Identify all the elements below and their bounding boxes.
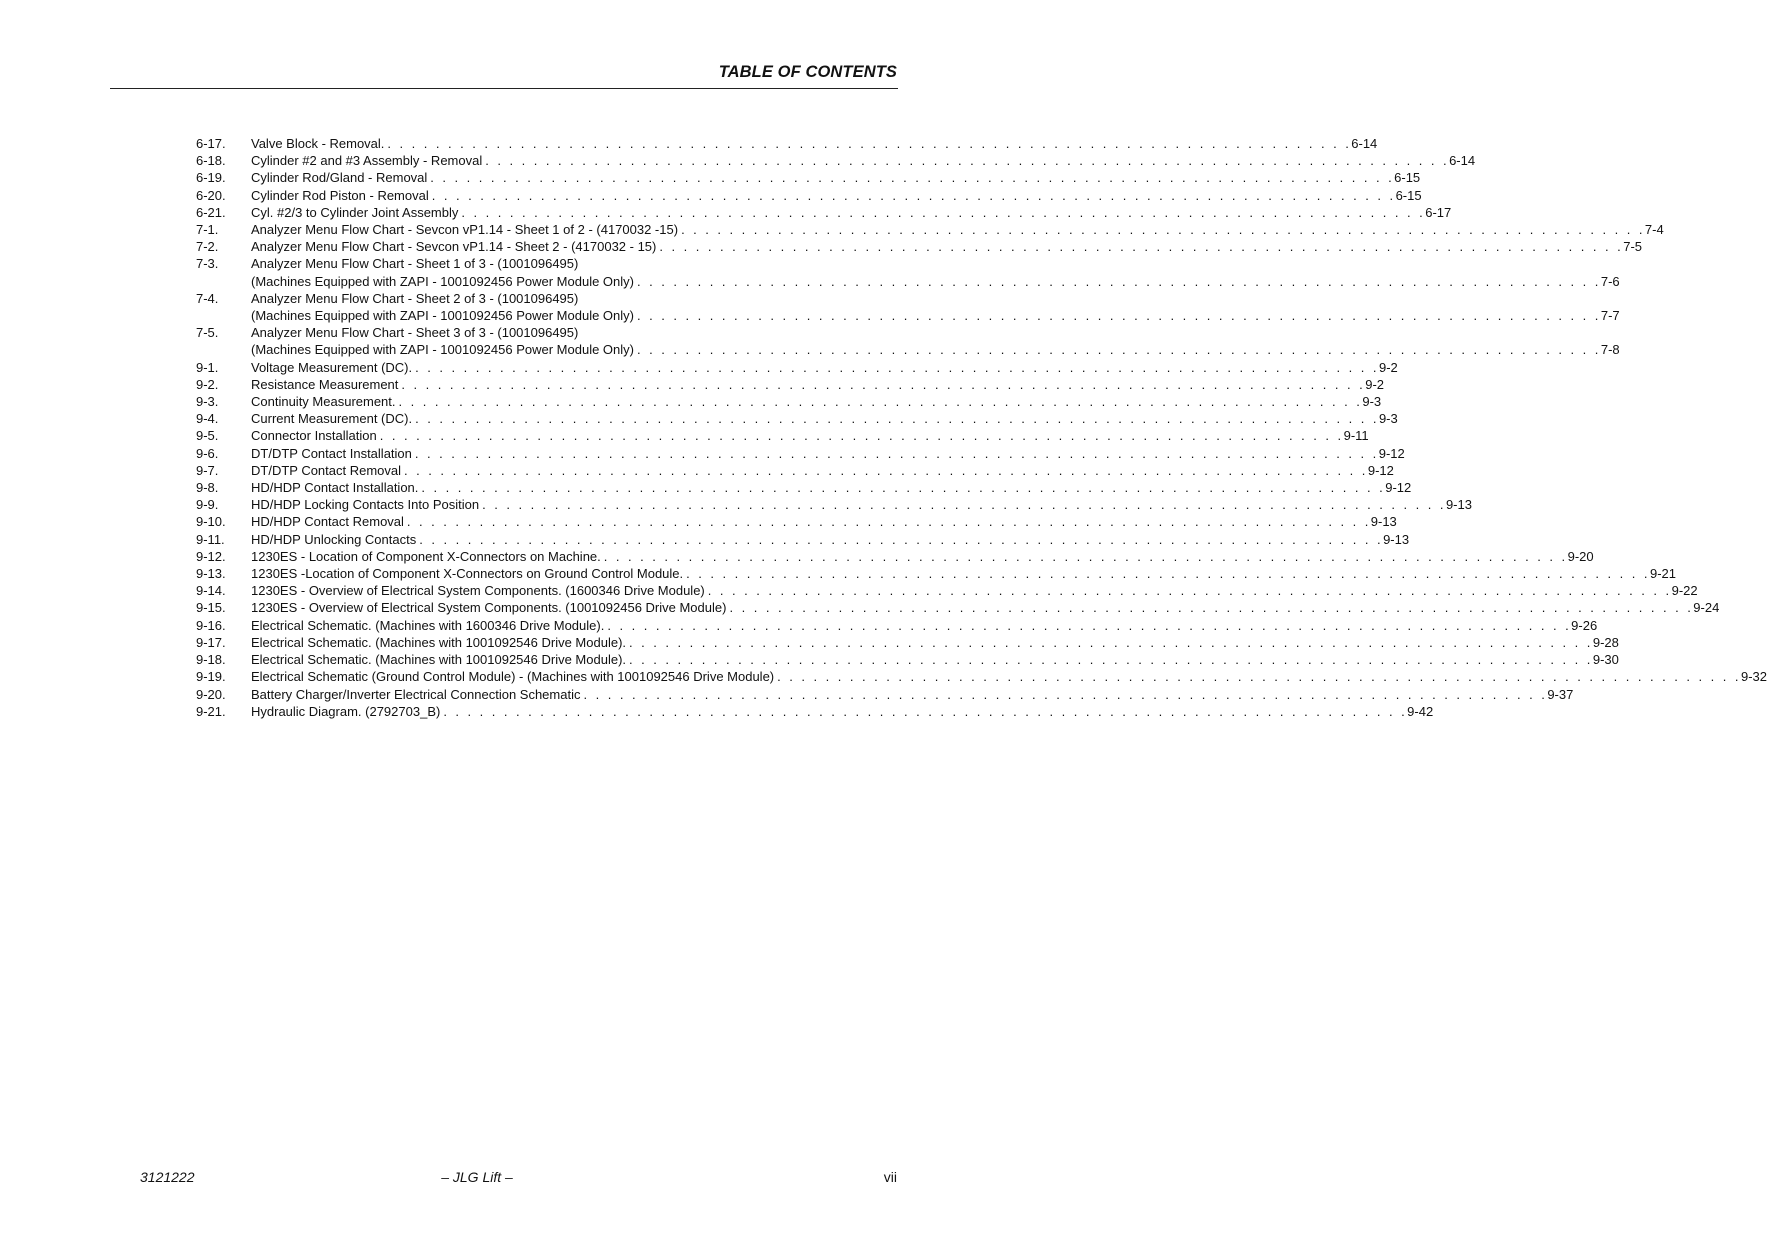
toc-entry[interactable] (196, 152, 1476, 169)
toc-entry-title: Valve Block - Removal. (251, 136, 385, 151)
toc-entry[interactable] (196, 479, 1412, 496)
toc-entry[interactable] (196, 187, 1422, 204)
toc-entry[interactable] (196, 634, 1619, 651)
toc-entry-number: 9-12. (196, 548, 226, 564)
toc-entry-line (251, 307, 1620, 324)
toc-entry-number: 9-11. (196, 531, 225, 547)
toc-dot-leader: . . . . . . . . . . . . . . . . . . . . . . . . . . . . . . . . . . . . . . . . . . . . . . . . . . . . . . . . . . . . . . . . . . . . . . . . . . . . . . . . (629, 634, 1593, 650)
toc-entry-title: DT/DTP Contact Removal (251, 462, 402, 478)
toc-entry-title: Electrical Schematic. (Machines with 1001092546 Drive Module). (251, 652, 627, 668)
toc-entry-title: Analyzer Menu Flow Chart - Sheet 1 of 3 - (1001096495) (251, 256, 579, 272)
toc-entry-number: 6-20. (196, 187, 226, 203)
toc-entry-page[interactable]: 9-3 (1362, 394, 1382, 410)
toc-entry-line (251, 273, 1620, 290)
toc-entry-page[interactable]: 9-12 (1378, 445, 1405, 461)
toc-entry-line (251, 634, 1619, 651)
toc-entry-number: 7-2. (196, 239, 219, 255)
toc-entry-page[interactable]: 9-20 (1567, 548, 1594, 564)
toc-dot-leader: . . . . . . . . . . . . . . . . . . . . . . . . . . . . . . . . . . . . . . . . . . . . . . . . . . . . . . . . . . . . . . . . . . . . . . . . . . . . . . . . (401, 376, 1366, 392)
toc-dot-leader: . . . . . . . . . . . . . . . . . . . . . . . . . . . . . . . . . . . . . . . . . . . . . . . . . . . . . . . . . . . . . . . . . . . . . . . . . . . . . . . . (686, 566, 1650, 582)
toc-dot-leader: . . . . . . . . . . . . . . . . . . . . . . . . . . . . . . . . . . . . . . . . . . . . . . . . . . . . . . . . . . . . . . . . . . . . . . . . . . . . . . . . (414, 445, 1379, 461)
toc-dot-leader: . . . . . . . . . . . . . . . . . . . . . . . . . . . . . . . . . . . . . . . . . . . . . . . . . . . . . . . . . . . . . . . . . . . . . . . . . . . . . . . . (415, 359, 1379, 375)
toc-entry-number: 6-19. (196, 170, 226, 186)
toc-entry-number: 7-5. (196, 325, 219, 341)
toc-entry-title: (Machines Equipped with ZAPI - 1001092456 Power Module Only) (251, 273, 634, 289)
toc-entry-title: 1230ES -Location of Component X-Connectors on Ground Control Module. (251, 566, 684, 582)
toc-entry-line (251, 479, 1412, 496)
toc-entry-page[interactable]: 9-2 (1365, 376, 1385, 392)
toc-entry-page[interactable]: 9-11 (1343, 428, 1369, 444)
toc-entry[interactable] (196, 376, 1385, 393)
toc-dot-leader: . . . . . . . . . . . . . . . . . . . . . . . . . . . . . . . . . . . . . . . . . . . . . . . . . . . . . . . . . . . . . . . . . . . . . . . . . . . . . . . . (404, 462, 1368, 478)
toc-dot-leader: . . . . . . . . . . . . . . . . . . . . . . . . . . . . . . . . . . . . . . . . . . . . . . . . . . . . . . . . . . . . . . . . . . . . . . . . . . . . . . . . (729, 600, 1694, 616)
toc-entry[interactable] (196, 204, 1452, 221)
footer-publisher: – JLG Lift – (441, 1169, 513, 1185)
toc-entry-number: 6-21. (196, 204, 226, 220)
toc-dot-leader: . . . . . . . . . . . . . . . . . . . . . . . . . . . . . . . . . . . . . . . . . . . . . . . . . . . . . . . . . . . . . . . . . . . . . . . . . . . . . . . . (637, 308, 1601, 324)
toc-entry-page[interactable]: 9-32 (1740, 669, 1767, 685)
toc-entry[interactable] (196, 582, 1698, 599)
footer-document-number: 3121222 (140, 1169, 195, 1185)
toc-entry-page[interactable]: 6-15 (1394, 170, 1421, 186)
toc-entry-number: 9-5. (196, 428, 219, 444)
toc-entry-number: 7-3. (196, 256, 219, 272)
toc-entry-page[interactable]: 7-7 (1600, 308, 1620, 324)
toc-entry-page[interactable]: 7-8 (1600, 342, 1620, 358)
toc-dot-leader: . . . . . . . . . . . . . . . . . . . . . . . . . . . . . . . . . . . . . . . . . . . . . . . . . . . . . . . . . . . . . . . . . . . . . . . . . . . . . . . . (379, 428, 1344, 444)
toc-entry-title: HD/HDP Locking Contacts Into Position (251, 497, 480, 513)
toc-entry[interactable] (196, 324, 1620, 358)
toc-dot-leader: . . . . . . . . . . . . . . . . . . . . . . . . . . . . . . . . . . . . . . . . . . . . . . . . . . . . . . . . . . . . . . . . . . . . . . . . . . . . . . . . (583, 686, 1548, 702)
toc-dot-leader: . . . . . . . . . . . . . . . . . . . . . . . . . . . . . . . . . . . . . . . . . . . . . . . . . . . . . . . . . . . . . . . . . . . . . . . . . . . . . . . . (485, 153, 1450, 169)
toc-dot-leader: . . . . . . . . . . . . . . . . . . . . . . . . . . . . . . . . . . . . . . . . . . . . . . . . . . . . . . . . . . . . . . . . . . . . . . . . . . . . . . . . (681, 222, 1645, 238)
toc-entry-number: 6-17. (196, 136, 226, 151)
toc-entry-page[interactable]: 6-17 (1425, 204, 1452, 220)
toc-entry-title: 1230ES - Overview of Electrical System Components. (1001092456 Drive Module) (251, 600, 727, 616)
toc-entry-number: 9-18. (196, 652, 226, 668)
toc-entry-number: 9-1. (196, 359, 219, 375)
toc-entry-title: Electrical Schematic. (Machines with 1600346 Drive Module). (251, 617, 605, 633)
footer-page-number: vii (883, 1169, 897, 1185)
toc-dot-leader: . . . . . . . . . . . . . . . . . . . . . . . . . . . . . . . . . . . . . . . . . . . . . . . . . . . . . . . . . . . . . . . . . . . . . . . . . . . . . . . . (637, 342, 1601, 358)
toc-entry-page[interactable]: 9-42 (1407, 703, 1434, 719)
toc-entry-line (251, 582, 1698, 599)
table-of-contents-list (196, 135, 1767, 720)
toc-dot-leader: . . . . . . . . . . . . . . . . . . . . . . . . . . . . . . . . . . . . . . . . . . . . . . . . . . . . . . . . . . . . . . . . . . . . . . . . . . . . . . . . (707, 583, 1672, 599)
toc-dot-leader: . . . . . . . . . . . . . . . . . . . . . . . . . . . . . . . . . . . . . . . . . . . . . . . . . . . . . . . . . . . . . . . . . . . . . . . . . . . . . . . . (431, 187, 1396, 203)
toc-entry-line (251, 410, 1398, 427)
toc-entry-line (251, 445, 1405, 462)
toc-dot-leader: . . . . . . . . . . . . . . . . . . . . . . . . . . . . . . . . . . . . . . . . . . . . . . . . . . . . . . . . . . . . . . . . . . . . . . . . . . . . . . . . (659, 239, 1624, 255)
toc-entry-line (251, 152, 1476, 169)
toc-entry-page[interactable]: 9-12 (1385, 480, 1412, 496)
toc-entry-title: Cylinder #2 and #3 Assembly - Removal (251, 153, 483, 169)
toc-entry[interactable] (196, 548, 1594, 565)
toc-entry-number: 9-6. (196, 445, 219, 461)
toc-dot-leader: . . . . . . . . . . . . . . . . . . . . . . . . . . . . . . . . . . . . . . . . . . . . . . . . . . . . . . . . . . . . . . . . . . . . . . . . . . . . . . . . (421, 480, 1386, 496)
toc-entry-page[interactable]: 9-24 (1693, 600, 1720, 616)
toc-entry[interactable] (196, 359, 1398, 376)
toc-entry[interactable] (196, 496, 1472, 513)
toc-entry-title: HD/HDP Contact Installation. (251, 480, 419, 496)
toc-entry-title: Cyl. #2/3 to Cylinder Joint Assembly (251, 204, 459, 220)
toc-entry-line (251, 651, 1619, 668)
toc-entry[interactable] (196, 703, 1434, 720)
toc-entry-title: HD/HDP Unlocking Contacts (251, 531, 417, 547)
toc-entry-number: 9-21. (196, 703, 226, 719)
toc-dot-leader: . . . . . . . . . . . . . . . . . . . . . . . . . . . . . . . . . . . . . . . . . . . . . . . . . . . . . . . . . . . . . . . . . . . . . . . . . . . . . . . . (430, 170, 1395, 186)
toc-entry-line (251, 204, 1452, 221)
toc-entry-title: Analyzer Menu Flow Chart - Sevcon vP1.14 - Sheet 2 - (4170032 - 15) (251, 239, 657, 255)
toc-entry-line (251, 376, 1385, 393)
toc-dot-leader: . . . . . . . . . . . . . . . . . . . . . . . . . . . . . . . . . . . . . . . . . . . . . . . . . . . . . . . . . . . . . . . . . . . . . . . . . . . . . . . . (607, 617, 1572, 633)
toc-entry-title: Analyzer Menu Flow Chart - Sheet 3 of 3 - (1001096495) (251, 325, 579, 341)
toc-entry-number: 9-8. (196, 480, 219, 496)
toc-entry-number: 9-13. (196, 566, 226, 582)
toc-entry-page[interactable]: 9-26 (1571, 617, 1598, 633)
toc-entry-page[interactable]: 9-13 (1383, 531, 1410, 547)
toc-entry-number: 9-3. (196, 394, 219, 410)
toc-entry-title: (Machines Equipped with ZAPI - 1001092456 Power Module Only) (251, 308, 634, 324)
toc-entry-title: Cylinder Rod/Gland - Removal (251, 170, 428, 186)
toc-entry-title: HD/HDP Contact Removal (251, 514, 404, 530)
toc-entry-title: Battery Charger/Inverter Electrical Connection Schematic (251, 686, 581, 702)
toc-entry-number: 9-15. (196, 600, 226, 616)
toc-entry[interactable] (196, 531, 1410, 548)
toc-entry-title: Connector Installation (251, 428, 377, 444)
toc-entry-number: 7-4. (196, 290, 219, 306)
toc-entry-title: Voltage Measurement (DC). (251, 359, 413, 375)
toc-entry-number: 9-20. (196, 686, 226, 702)
toc-dot-leader: . . . . . . . . . . . . . . . . . . . . . . . . . . . . . . . . . . . . . . . . . . . . . . . . . . . . . . . . . . . . . . . . . . . . . . . . . . . . . . . . (777, 669, 1741, 685)
toc-entry[interactable] (196, 565, 1677, 582)
toc-entry-number: 7-1. (196, 222, 219, 238)
toc-entry-line (251, 599, 1720, 616)
toc-entry-page[interactable]: 9-13 (1445, 497, 1472, 513)
toc-entry-line (251, 187, 1422, 204)
toc-entry[interactable] (196, 445, 1405, 462)
toc-entry-number: 9-19. (196, 669, 226, 685)
toc-entry[interactable] (196, 290, 1620, 324)
page-header-title: TABLE OF CONTENTS (718, 63, 897, 81)
header-divider (110, 88, 898, 89)
toc-entry-number: 9-4. (196, 411, 219, 427)
toc-dot-leader: . . . . . . . . . . . . . . . . . . . . . . . . . . . . . . . . . . . . . . . . . . . . . . . . . . . . . . . . . . . . . . . . . . . . . . . . . . . . . . . . (482, 497, 1446, 513)
toc-entry-title: Analyzer Menu Flow Chart - Sevcon vP1.14 - Sheet 1 of 2 - (4170032 -15) (251, 222, 679, 238)
toc-dot-leader: . . . . . . . . . . . . . . . . . . . . . . . . . . . . . . . . . . . . . . . . . . . . . . . . . . . . . . . . . . . . . . . . . . . . . . . . . . . . . . . . (419, 531, 1384, 547)
toc-entry-page[interactable]: 7-6 (1600, 273, 1620, 289)
toc-dot-leader: . . . . . . . . . . . . . . . . . . . . . . . . . . . . . . . . . . . . . . . . . . . . . . . . . . . . . . . . . . . . . . . . . . . . . . . . . . . . . . . . (415, 411, 1379, 427)
toc-entry-page[interactable]: 9-21 (1650, 566, 1677, 582)
toc-entry-line (251, 513, 1397, 530)
toc-entry-page[interactable]: 6-15 (1395, 187, 1422, 203)
toc-entry-page[interactable]: 7-4 (1644, 222, 1664, 238)
toc-entry-page[interactable]: 9-22 (1671, 583, 1698, 599)
toc-entry-line (251, 221, 1664, 238)
toc-entry[interactable] (196, 135, 1378, 152)
toc-entry[interactable] (196, 427, 1369, 444)
toc-entry-page[interactable]: 9-30 (1592, 652, 1619, 668)
toc-entry[interactable] (196, 668, 1767, 685)
toc-entry-title: Cylinder Rod Piston - Removal (251, 187, 429, 203)
toc-entry-line (251, 617, 1598, 634)
toc-entry-number: 9-7. (196, 462, 219, 478)
toc-entry[interactable] (196, 599, 1720, 616)
toc-entry[interactable] (196, 169, 1421, 186)
toc-entry-line (251, 427, 1369, 444)
toc-entry-line (251, 462, 1394, 479)
toc-entry[interactable] (196, 238, 1643, 255)
toc-entry-line (251, 531, 1410, 548)
toc-dot-leader: . . . . . . . . . . . . . . . . . . . . . . . . . . . . . . . . . . . . . . . . . . . . . . . . . . . . . . . . . . . . . . . . . . . . . . . . . . . . . . . . (443, 703, 1408, 719)
toc-entry-number: 9-14. (196, 583, 226, 599)
toc-dot-leader: . . . . . . . . . . . . . . . . . . . . . . . . . . . . . . . . . . . . . . . . . . . . . . . . . . . . . . . . . . . . . . . . . . . . . . . . . . . . . . . . (406, 514, 1371, 530)
toc-entry-line (251, 359, 1398, 376)
toc-entry[interactable] (196, 221, 1664, 238)
toc-entry-title: Current Measurement (DC). (251, 411, 413, 427)
toc-entry-title: DT/DTP Contact Installation (251, 445, 412, 461)
toc-entry-number: 9-2. (196, 376, 219, 392)
toc-dot-leader: . . . . . . . . . . . . . . . . . . . . . . . . . . . . . . . . . . . . . . . . . . . . . . . . . . . . . . . . . . . . . . . . . . . . . . . . . . . . . . . . (637, 273, 1601, 289)
toc-entry[interactable] (196, 393, 1382, 410)
toc-entry-line (251, 703, 1434, 720)
toc-dot-leader: . . . . . . . . . . . . . . . . . . . . . . . . . . . . . . . . . . . . . . . . . . . . . . . . . . . . . . . . . . . . . . . . . . . . . . . . . . . . . . . . (461, 204, 1426, 220)
toc-entry-line (251, 255, 870, 272)
toc-entry[interactable] (196, 651, 1619, 668)
toc-entry[interactable] (196, 462, 1394, 479)
toc-entry-title: Resistance Measurement (251, 376, 399, 392)
toc-entry-number: 9-17. (196, 634, 226, 650)
toc-entry-line (251, 668, 1767, 685)
toc-entry-page[interactable]: 7-5 (1623, 239, 1643, 255)
toc-entry[interactable] (196, 686, 1574, 703)
toc-entry-page[interactable]: 9-13 (1370, 514, 1397, 530)
toc-entry-title: Electrical Schematic. (Machines with 1001092546 Drive Module). (251, 634, 627, 650)
toc-entry-page[interactable]: 9-28 (1592, 634, 1619, 650)
toc-entry-line (251, 324, 870, 341)
toc-entry-title: Electrical Schematic (Ground Control Module) - (Machines with 1001092546 Drive Module) (251, 669, 775, 685)
toc-dot-leader: . . . . . . . . . . . . . . . . . . . . . . . . . . . . . . . . . . . . . . . . . . . . . . . . . . . . . . . . . . . . . . . . . . . . . . . . . . . . . . . . (603, 548, 1568, 564)
toc-entry-line (251, 290, 870, 307)
toc-entry-title: 1230ES - Overview of Electrical System Components. (1600346 Drive Module) (251, 583, 705, 599)
toc-entry-page[interactable]: 9-2 (1378, 359, 1398, 375)
toc-entry-line (251, 496, 1472, 513)
toc-entry-title: Hydraulic Diagram. (2792703_B) (251, 703, 441, 719)
toc-entry[interactable] (196, 410, 1398, 427)
toc-entry-page[interactable]: 9-3 (1378, 411, 1398, 427)
toc-entry-number: 9-9. (196, 497, 219, 513)
toc-entry-page[interactable]: 9-37 (1547, 686, 1574, 702)
toc-entry-line (251, 686, 1574, 703)
toc-entry-line (251, 341, 1620, 358)
toc-entry-number: 9-10. (196, 514, 226, 530)
toc-dot-leader: . . . . . . . . . . . . . . . . . . . . . . . . . . . . . . . . . . . . . . . . . . . . . . . . . . . . . . . . . . . . . . . . . . . . . . . . . . . . . . . . (398, 394, 1363, 410)
toc-entry-line (251, 565, 1677, 582)
toc-entry[interactable] (196, 255, 1620, 289)
toc-entry-number: 9-16. (196, 617, 226, 633)
toc-entry-line (251, 393, 1382, 410)
toc-entry-title: (Machines Equipped with ZAPI - 1001092456 Power Module Only) (251, 342, 634, 358)
toc-entry-number: 6-18. (196, 153, 226, 169)
toc-entry-line (251, 548, 1594, 565)
toc-entry[interactable] (196, 617, 1598, 634)
toc-entry-page[interactable]: 6-14 (1449, 153, 1476, 169)
toc-entry-title: 1230ES - Location of Component X-Connectors on Machine. (251, 548, 601, 564)
toc-entry-line (251, 135, 1378, 152)
toc-entry-page[interactable]: 9-12 (1367, 462, 1394, 478)
toc-entry-line (251, 169, 1421, 186)
toc-dot-leader: . . . . . . . . . . . . . . . . . . . . . . . . . . . . . . . . . . . . . . . . . . . . . . . . . . . . . . . . . . . . . . . . . . . . . . . . . . . . . . . . (387, 136, 1352, 151)
toc-entry-title: Continuity Measurement. (251, 394, 396, 410)
toc-dot-leader: . . . . . . . . . . . . . . . . . . . . . . . . . . . . . . . . . . . . . . . . . . . . . . . . . . . . . . . . . . . . . . . . . . . . . . . . . . . . . . . . (629, 652, 1593, 668)
toc-entry-title: Analyzer Menu Flow Chart - Sheet 2 of 3 - (1001096495) (251, 290, 579, 306)
toc-entry-page[interactable]: 6-14 (1351, 136, 1378, 151)
toc-entry-line (251, 238, 1643, 255)
toc-entry[interactable] (196, 513, 1397, 530)
